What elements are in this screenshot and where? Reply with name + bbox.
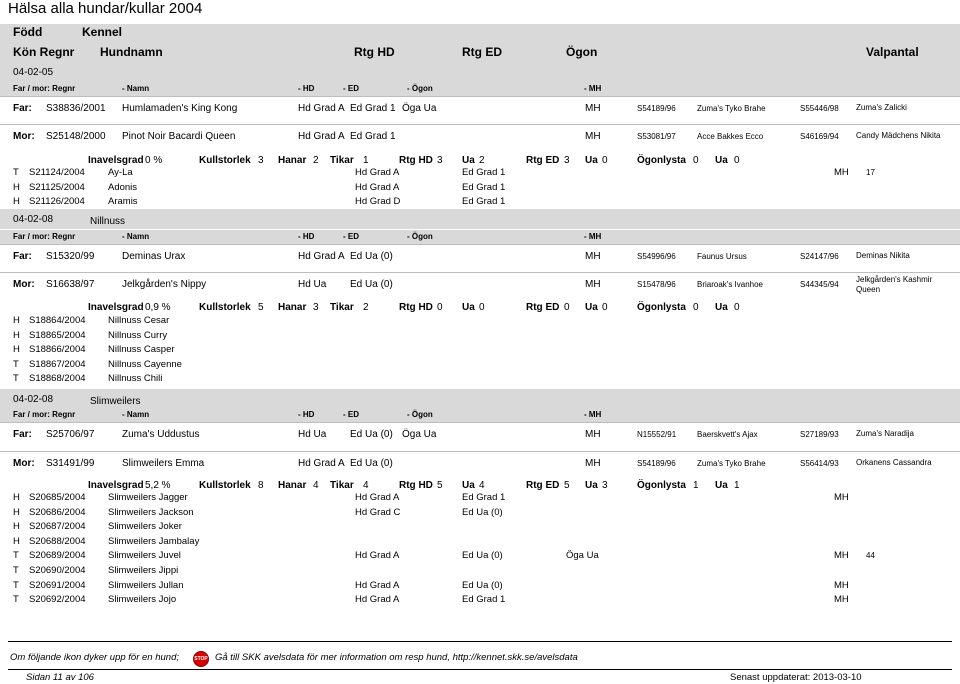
pup-regnr: S20690/2004: [29, 565, 86, 576]
stat-label-rtghd: Rtg HD: [399, 480, 433, 491]
litter-date: 04-02-05: [13, 67, 54, 78]
header-rtg-hd: Rtg HD: [354, 45, 395, 59]
far-sire-regnr: N15552/91: [637, 430, 677, 439]
mor-name: Pinot Noir Bacardi Queen: [122, 131, 236, 142]
header-fodd: Född: [13, 25, 43, 39]
stat-label-inavel: Inavelsgrad: [88, 155, 144, 166]
mor-regnr: S25148/2000: [46, 131, 106, 142]
stat-label-ua1: Ua: [462, 480, 475, 491]
far-sire-name: Faunus Ursus: [697, 252, 747, 261]
mor-dam-name: Jelkgården's Kashmir: [856, 275, 933, 284]
pup-name: Slimweilers Jojo: [108, 594, 177, 605]
pup-sex: T: [13, 167, 19, 178]
subheader-col: - Namn: [122, 232, 150, 241]
pup-name: Adonis: [108, 182, 138, 193]
far-regnr: S25706/97: [46, 429, 95, 440]
stat-label-ua1: Ua: [462, 155, 475, 166]
stat-rtged: 3: [564, 155, 570, 166]
last-updated: Senast uppdaterat: 2013-03-10: [730, 672, 862, 683]
subheader-col: - Namn: [122, 84, 150, 93]
far-label: Far:: [13, 429, 32, 440]
subheader-col: - ED: [343, 84, 359, 93]
stat-ua2: 3: [602, 480, 608, 491]
pup-hd: Hd Grad C: [355, 507, 401, 518]
stat-ua1: 4: [479, 480, 485, 491]
pup-name: Slimweilers Jackson: [108, 507, 194, 518]
subheader-col: - HD: [298, 410, 315, 419]
far-hd: Hd Grad A: [298, 103, 345, 114]
pup-hd: Hd Grad A: [355, 594, 400, 605]
pup-hd: Hd Grad A: [355, 550, 400, 561]
mor-dam-regnr: S44345/94: [800, 280, 839, 289]
footer-avelsdata-link[interactable]: Gå till SKK avelsdata för mer information om resp hund, http://kennet.skk.se/avelsdata: [215, 652, 578, 663]
stat-label-hanar: Hanar: [278, 155, 307, 166]
mor-sire-name: Acce Bakkes Ecco: [697, 132, 764, 141]
stat-inavel: 5,2 %: [145, 480, 171, 491]
stat-label-ogonlysta: Ögonlysta: [637, 480, 686, 491]
stat-label-kull: Kullstorlek: [199, 155, 251, 166]
mor-ed: Ed Ua (0): [350, 458, 393, 469]
pup-regnr: S20688/2004: [29, 536, 86, 547]
subheader-col: - HD: [298, 232, 315, 241]
stat-label-ua3: Ua: [715, 155, 728, 166]
pup-name: Slimweilers Jullan: [108, 580, 184, 591]
litter-date: 04-02-08: [13, 394, 54, 405]
pup-ogon: Öga Ua: [566, 550, 599, 561]
stat-label-ua2: Ua: [585, 480, 598, 491]
far-dam-name: Zuma's Naradija: [856, 429, 914, 438]
pup-ed: Ed Grad 1: [462, 196, 506, 207]
pup-regnr: S21126/2004: [29, 196, 85, 207]
stat-ua3: 0: [734, 302, 740, 313]
mor-sire-regnr: S53081/97: [637, 132, 676, 141]
stat-ua3: 0: [734, 155, 740, 166]
pup-name: Nillnuss Curry: [108, 330, 168, 341]
far-name: Zuma's Uddustus: [122, 429, 200, 440]
stat-label-ua3: Ua: [715, 302, 728, 313]
page-title: Hälsa alla hundar/kullar 2004: [8, 0, 203, 17]
subheader-col: - Namn: [122, 410, 150, 419]
far-ed: Ed Ua (0): [350, 429, 393, 440]
pup-mh: MH: [834, 492, 849, 503]
mor-dam-name: Candy Mädchens Nikita: [856, 131, 941, 140]
subheader-col: - Ögon: [407, 232, 433, 241]
pup-regnr: S18866/2004: [29, 344, 86, 355]
pup-name: Nillnuss Chili: [108, 373, 163, 384]
mor-label: Mor:: [13, 131, 35, 142]
stat-ogonlysta: 1: [693, 480, 699, 491]
header-rtg-ed: Rtg ED: [462, 45, 502, 59]
pup-name: Ay-La: [108, 167, 133, 178]
mor-dam-name: Orkanens Cassandra: [856, 458, 932, 467]
stat-ua2: 0: [602, 302, 608, 313]
pup-sex: H: [13, 507, 20, 518]
stat-label-ogonlysta: Ögonlysta: [637, 155, 686, 166]
pup-regnr: S20687/2004: [29, 521, 86, 532]
pup-hd: Hd Grad A: [355, 167, 400, 178]
far-name: Humlamaden's King Kong: [122, 103, 238, 114]
stat-tikar: 4: [363, 480, 369, 491]
pup-name: Slimweilers Juvel: [108, 550, 181, 561]
stat-tikar: 1: [363, 155, 369, 166]
subheader-col: Far / mor: Regnr: [13, 410, 76, 419]
far-label: Far:: [13, 251, 32, 262]
pup-regnr: S18864/2004: [29, 315, 86, 326]
stat-ogonlysta: 0: [693, 155, 699, 166]
pup-hd: Hd Grad A: [355, 182, 400, 193]
stat-ua1: 0: [479, 302, 485, 313]
subheader-col: - ED: [343, 410, 359, 419]
pup-valpantal: 44: [866, 551, 875, 560]
far-dam-name: Zuma's Zalicki: [856, 103, 907, 112]
pup-mh: MH: [834, 580, 849, 591]
far-dam-name: Deminas Nikita: [856, 251, 910, 260]
mor-dam-name-cont: Queen: [856, 285, 881, 294]
pup-mh: MH: [834, 167, 849, 178]
footer-note: Om följande ikon dyker upp för en hund;: [10, 652, 179, 663]
mor-name: Jelkgården's Nippy: [122, 279, 207, 290]
far-dam-regnr: S24147/96: [800, 252, 839, 261]
pup-sex: H: [13, 182, 20, 193]
stat-hanar: 4: [313, 480, 319, 491]
mor-mh: MH: [585, 131, 601, 142]
subheader-col: - MH: [584, 410, 602, 419]
stat-ua1: 2: [479, 155, 485, 166]
stat-inavel: 0,9 %: [145, 302, 171, 313]
pup-regnr: S20689/2004: [29, 550, 86, 561]
far-sire-name: Zuma's Tyko Brahe: [697, 104, 766, 113]
stat-label-inavel: Inavelsgrad: [88, 480, 144, 491]
mor-ed: Ed Ua (0): [350, 279, 393, 290]
pup-hd: Hd Grad A: [355, 580, 400, 591]
pup-sex: T: [13, 565, 19, 576]
stat-label-ogonlysta: Ögonlysta: [637, 302, 686, 313]
pup-mh: MH: [834, 550, 849, 561]
column-header: [0, 24, 960, 62]
far-ogon: Öga Ua: [402, 103, 437, 114]
mor-regnr: S16638/97: [46, 279, 95, 290]
pup-mh: MH: [834, 594, 849, 605]
far-dam-regnr: S27189/93: [800, 430, 839, 439]
pup-sex: T: [13, 594, 19, 605]
subheader-col: Far / mor: Regnr: [13, 84, 76, 93]
stat-kull: 8: [258, 480, 264, 491]
header-hundnamn: Hundnamn: [100, 45, 163, 59]
subheader-col: - MH: [584, 232, 602, 241]
pup-regnr: S20691/2004: [29, 580, 86, 591]
far-mh: MH: [585, 103, 601, 114]
pup-sex: H: [13, 315, 20, 326]
far-label: Far:: [13, 103, 32, 114]
mor-sire-regnr: S15478/96: [637, 280, 676, 289]
far-regnr: S38836/2001: [46, 103, 106, 114]
stat-label-rtghd: Rtg HD: [399, 302, 433, 313]
footer-divider: [8, 641, 952, 642]
mor-label: Mor:: [13, 279, 35, 290]
pup-regnr: S18868/2004: [29, 373, 86, 384]
subheader-col: - Ögon: [407, 410, 433, 419]
header-kennel: Kennel: [82, 25, 123, 39]
stat-label-rtghd: Rtg HD: [399, 155, 433, 166]
pup-sex: H: [13, 521, 20, 532]
pup-valpantal: 17: [866, 168, 875, 177]
stat-ogonlysta: 0: [693, 302, 699, 313]
pup-regnr: S20692/2004: [29, 594, 86, 605]
far-name: Deminas Urax: [122, 251, 186, 262]
mor-mh: MH: [585, 279, 601, 290]
far-sire-regnr: S54996/96: [637, 252, 676, 261]
header-valpantal: Valpantal: [866, 45, 919, 59]
stat-label-inavel: Inavelsgrad: [88, 302, 144, 313]
stop-icon: STOP: [193, 651, 209, 667]
mor-hd: Hd Ua: [298, 279, 327, 290]
pup-sex: H: [13, 344, 20, 355]
stat-hanar: 3: [313, 302, 319, 313]
pup-name: Slimweilers Joker: [108, 521, 182, 532]
litter-date-bar: [0, 62, 960, 82]
stat-label-tikar: Tikar: [330, 302, 354, 313]
pup-ed: Ed Grad 1: [462, 492, 506, 503]
pup-ed: Ed Ua (0): [462, 507, 503, 518]
litter-kennel: Nillnuss: [90, 216, 126, 227]
pup-name: Slimweilers Jagger: [108, 492, 188, 503]
stat-inavel: 0 %: [145, 155, 163, 166]
pup-regnr: S21124/2004: [29, 167, 85, 178]
footer-divider-bottom: [8, 669, 952, 670]
far-mh: MH: [585, 251, 601, 262]
subheader-col: Far / mor: Regnr: [13, 232, 76, 241]
stat-label-rtged: Rtg ED: [526, 480, 560, 491]
stat-label-tikar: Tikar: [330, 155, 354, 166]
subheader-col: - HD: [298, 84, 315, 93]
pup-hd: Hd Grad A: [355, 492, 400, 503]
far-hd: Hd Grad A: [298, 251, 345, 262]
litter-kennel: Slimweilers: [90, 396, 141, 407]
stat-rtged: 5: [564, 480, 570, 491]
pup-sex: T: [13, 550, 19, 561]
pup-ed: Ed Grad 1: [462, 182, 506, 193]
stat-label-ua2: Ua: [585, 155, 598, 166]
stat-label-hanar: Hanar: [278, 302, 307, 313]
far-mh: MH: [585, 429, 601, 440]
mor-regnr: S31491/99: [46, 458, 95, 469]
stat-kull: 3: [258, 155, 264, 166]
page-number: Sidan 11 av 106: [26, 672, 94, 683]
pup-sex: T: [13, 359, 19, 370]
mor-sire-name: Zuma's Tyko Brahe: [697, 459, 766, 468]
pup-name: Nillnuss Casper: [108, 344, 175, 355]
pup-ed: Ed Grad 1: [462, 167, 506, 178]
pup-ed: Ed Grad 1: [462, 594, 506, 605]
stat-hanar: 2: [313, 155, 319, 166]
mor-hd: Hd Grad A: [298, 458, 345, 469]
mor-hd: Hd Grad A: [298, 131, 345, 142]
pup-regnr: S21125/2004: [29, 182, 85, 193]
stat-rtghd: 0: [437, 302, 443, 313]
pup-regnr: S20685/2004: [29, 492, 86, 503]
stat-kull: 5: [258, 302, 264, 313]
header-ogon: Ögon: [566, 45, 598, 59]
far-ed: Ed Ua (0): [350, 251, 393, 262]
pup-name: Nillnuss Cesar: [108, 315, 170, 326]
pup-sex: H: [13, 330, 20, 341]
pup-regnr: S20686/2004: [29, 507, 86, 518]
stat-ua3: 1: [734, 480, 740, 491]
stat-ua2: 0: [602, 155, 608, 166]
pup-sex: H: [13, 536, 20, 547]
pup-regnr: S18865/2004: [29, 330, 86, 341]
far-sire-regnr: S54189/96: [637, 104, 676, 113]
mor-dam-regnr: S56414/93: [800, 459, 839, 468]
stat-tikar: 2: [363, 302, 369, 313]
pup-ed: Ed Ua (0): [462, 580, 503, 591]
stat-label-rtged: Rtg ED: [526, 302, 560, 313]
stat-label-ua2: Ua: [585, 302, 598, 313]
pup-regnr: S18867/2004: [29, 359, 86, 370]
mor-label: Mor:: [13, 458, 35, 469]
mor-sire-regnr: S54189/96: [637, 459, 676, 468]
pup-name: Aramis: [108, 196, 138, 207]
far-ed: Ed Grad 1: [350, 103, 396, 114]
pup-sex: H: [13, 196, 20, 207]
stat-label-hanar: Hanar: [278, 480, 307, 491]
stat-rtghd: 3: [437, 155, 443, 166]
litter-date: 04-02-08: [13, 214, 54, 225]
pup-name: Nillnuss Cayenne: [108, 359, 182, 370]
mor-name: Slimweilers Emma: [122, 458, 205, 469]
subheader-col: - MH: [584, 84, 602, 93]
far-ogon: Öga Ua: [402, 429, 437, 440]
stat-label-kull: Kullstorlek: [199, 302, 251, 313]
stat-label-rtged: Rtg ED: [526, 155, 560, 166]
pup-sex: H: [13, 492, 20, 503]
far-dam-regnr: S55446/98: [800, 104, 839, 113]
pup-ed: Ed Ua (0): [462, 550, 503, 561]
stat-label-tikar: Tikar: [330, 480, 354, 491]
mor-mh: MH: [585, 458, 601, 469]
far-regnr: S15320/99: [46, 251, 95, 262]
header-kon-regnr: Kön Regnr: [13, 45, 75, 59]
mor-ed: Ed Grad 1: [350, 131, 396, 142]
litter-date-bar: [0, 209, 960, 229]
pup-name: Slimweilers Jippi: [108, 565, 179, 576]
pup-sex: T: [13, 373, 19, 384]
far-hd: Hd Ua: [298, 429, 327, 440]
stat-rtged: 0: [564, 302, 570, 313]
pup-sex: T: [13, 580, 19, 591]
mor-sire-name: Briaroak's Ivanhoe: [697, 280, 764, 289]
pup-name: Slimweilers Jambalay: [108, 536, 200, 547]
stat-label-kull: Kullstorlek: [199, 480, 251, 491]
pup-hd: Hd Grad D: [355, 196, 401, 207]
stat-rtghd: 5: [437, 480, 443, 491]
subheader-col: - Ögon: [407, 84, 433, 93]
stat-label-ua3: Ua: [715, 480, 728, 491]
mor-dam-regnr: S46169/94: [800, 132, 839, 141]
litter-date-bar: [0, 389, 960, 409]
subheader-col: - ED: [343, 232, 359, 241]
far-sire-name: Baerskvett's Ajax: [697, 430, 758, 439]
stat-label-ua1: Ua: [462, 302, 475, 313]
